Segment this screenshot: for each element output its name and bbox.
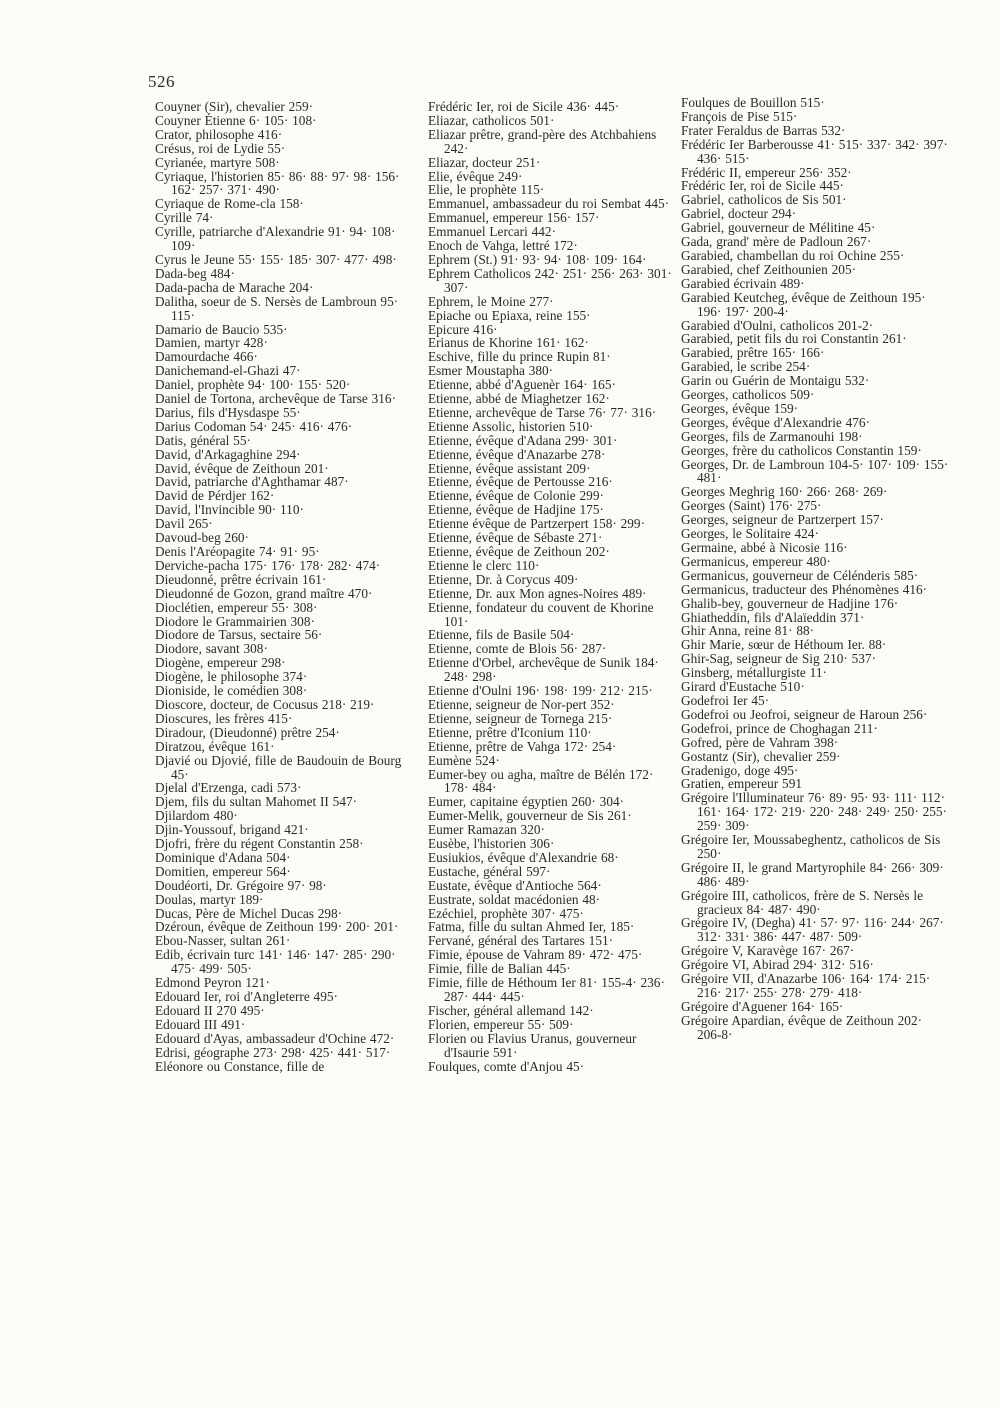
index-entry: Fimie, fille de Balian 445·: [428, 961, 571, 977]
index-entry: Grégoire V, Karavège 167· 267·: [681, 943, 855, 959]
index-entry: Georges, Dr. de Lambroun 104-5· 107· 109· 155· 481·: [681, 456, 949, 486]
index-entry: Djilardom 480·: [155, 808, 238, 824]
index-entry: Gradenigo, doge 495·: [681, 762, 799, 778]
index-entry: Godefroi, prince de Choghagan 211·: [681, 720, 878, 736]
index-entry: Ghiatheddin, fils d'Alaïeddin 371·: [681, 609, 865, 625]
index-entry: Emmanuel Lercari 442·: [428, 224, 557, 240]
index-entry: Djin-Youssouf, brigand 421·: [155, 822, 309, 838]
index-entry: Ghir Anna, reine 81· 88·: [681, 623, 815, 639]
index-entry: Georges, évêque d'Alexandrie 476·: [681, 414, 871, 430]
index-entry: Garin ou Guérin de Montaigu 532·: [681, 373, 870, 389]
index-entry: Garabied, prêtre 165· 166·: [681, 345, 825, 361]
index-entry: Grégoire VI, Abirad 294· 312· 516·: [681, 957, 874, 973]
index-entry: Grégoire d'Aguener 164· 165·: [681, 998, 844, 1014]
index-entry: Doudéorti, Dr. Grégoire 97· 98·: [155, 877, 327, 893]
index-entry: Gada, grand' mère de Padloun 267·: [681, 234, 872, 250]
index-entry: Cyriaque de Rome-cla 158·: [155, 196, 304, 212]
index-entry: Domitien, empereur 564·: [155, 863, 291, 879]
index-entry: Cyriaque, l'historien 85· 86· 88· 97· 98· 156· 162· 257· 371· 490·: [155, 168, 400, 198]
index-entry: Diratzou, évêque 161·: [155, 738, 275, 754]
index-entry: Etienne, prêtre de Vahga 172· 254·: [428, 738, 617, 754]
index-entry: Georges, fils de Zarmanouhi 198·: [681, 428, 863, 444]
index-entry: Girard d'Eustache 510·: [681, 679, 805, 695]
index-entry: Cyrille, patriarche d'Alexandrie 91· 94· 108· 109·: [155, 224, 396, 254]
index-entry: Diodore, savant 308·: [155, 641, 268, 657]
index-entry: Diogène, empereur 298·: [155, 655, 286, 671]
index-entry: Ebou-Nasser, sultan 261·: [155, 933, 291, 949]
index-entry: Eléonore ou Constance, fille de: [155, 1058, 325, 1074]
index-entry: Etienne, évêque de Sébaste 271·: [428, 530, 603, 546]
index-entry: Dalitha, soeur de S. Nersès de Lambroun 95· 115·: [155, 293, 399, 323]
index-entry: Damourdache 466·: [155, 349, 258, 365]
index-entry: Eusèbe, l'historien 306·: [428, 836, 555, 852]
index-entry: Fimie, fille de Héthoum Ier 81· 155-4· 236· 287· 444· 445·: [428, 975, 665, 1004]
index-entry: Edouard Ier, roi d'Angleterre 495·: [155, 989, 338, 1004]
index-entry: Garabied, chambellan du roi Ochine 255·: [681, 247, 905, 263]
index-entry: Etienne, Dr. à Corycus 409·: [428, 571, 579, 587]
index-entry: Crésus, roi de Lydie 55·: [155, 140, 286, 156]
index-entry: Djem, fils du sultan Mahomet II 547·: [155, 794, 358, 810]
index-entry: Grégoire Apardian, évêque de Zeithoun 202· 206-8·: [681, 1012, 923, 1042]
index-entry: Etienne évêque de Partzerpert 158· 299·: [428, 516, 646, 532]
index-entry: Germanicus, gouverneur de Célénderis 585·: [681, 567, 919, 583]
index-entry: Germanicus, empereur 480·: [681, 553, 831, 569]
index-entry: Danichemand-el-Ghazi 47·: [155, 363, 301, 379]
index-entry: Daniel, prophète 94· 100· 155· 520·: [155, 377, 351, 393]
index-entry: Garabied écrivain 489·: [681, 275, 805, 291]
index-entry: Dieudonné, prêtre écrivain 161·: [155, 571, 327, 587]
index-entry: Ginsberg, métallurgiste 11·: [681, 665, 827, 681]
index-entry: Grégoire II, le grand Martyrophile 84· 266· 309· 486· 489·: [681, 859, 944, 889]
index-entry: Diodore de Tarsus, sectaire 56·: [155, 627, 323, 643]
index-entry: Foulques, comte d'Anjou 45·: [428, 1058, 585, 1074]
index-entry: Grégoire IV, (Degha) 41· 57· 97· 116· 244· 267· 312· 331· 386· 447· 487· 509·: [681, 915, 944, 945]
index-entry: Godefroi Ier 45·: [681, 692, 770, 708]
index-entry: David, l'Invincible 90· 110·: [155, 502, 304, 518]
index-entry: Edib, écrivain turc 141· 146· 147· 285· 290· 475· 499· 505·: [155, 947, 396, 977]
index-entry: Eusiukios, évêque d'Alexandrie 68·: [428, 849, 619, 865]
index-entry: Damario de Baucio 535·: [155, 321, 288, 337]
index-entry: Georges, seigneur de Partzerpert 157·: [681, 512, 884, 528]
index-entry: Dioclétien, empereur 55· 308·: [155, 599, 318, 615]
index-entry: Georges, évêque 159·: [681, 400, 799, 416]
index-entry: Etienne, évêque d'Adana 299· 301·: [428, 432, 618, 448]
index-entry: Doulas, martyr 189·: [155, 891, 264, 907]
index-entry: Grégoire l'Illuminateur 76· 89· 95· 93· 111· 112· 161· 164· 172· 219· 220· 248· 249· 250· 255· 259· 309·: [681, 790, 947, 834]
index-entry: Ghalib-bey, gouverneur de Hadjine 176·: [681, 595, 899, 611]
index-entry: Eustache, général 597·: [428, 863, 551, 879]
index-entry: Etienne, abbé de Miaghetzer 162·: [428, 391, 610, 407]
index-entry: Etienne, archevêque de Tarse 76· 77· 316·: [428, 404, 657, 420]
index-column-1: [155, 100, 407, 1073]
index-entry: Georges Meghrig 160· 266· 268· 269·: [681, 484, 888, 500]
index-entry: Georges, frère du catholicos Constantin 159·: [681, 442, 922, 458]
index-entry: Etienne, évêque de Colonie 299·: [428, 488, 604, 504]
index-entry: Eumer-Melik, gouverneur de Sis 261·: [428, 808, 632, 824]
index-entry: Fervané, général des Tartares 151·: [428, 933, 614, 949]
index-entry: Garabied, petit fils du roi Constantin 261·: [681, 331, 907, 347]
index-entry: François de Pise 515·: [681, 108, 798, 124]
index-entry: Ephrem (St.) 91· 93· 94· 108· 109· 164·: [428, 251, 647, 267]
index-entry: Etienne, évêque de Hadjine 175·: [428, 502, 604, 518]
index-entry: Edmond Peyron 121·: [155, 975, 270, 991]
index-entry: Gabriel, gouverneur de Mélitine 45·: [681, 220, 876, 236]
index-entry: Garabied Keutcheg, évêque de Zeithoun 195· 196· 197· 200-4·: [681, 289, 926, 319]
index-entry: Etienne d'Orbel, archevêque de Sunik 184· 248· 298·: [428, 655, 659, 685]
index-entry: Georges, le Solitaire 424·: [681, 526, 819, 542]
index-entry: Couyner Étienne 6· 105· 108·: [155, 112, 317, 128]
index-entry: Davoud-beg 260·: [155, 530, 249, 546]
index-entry: Grégoire Ier, Moussabeghentz, catholicos de Sis 250·: [681, 832, 941, 861]
index-entry: Etienne, fils de Basile 504·: [428, 627, 575, 643]
index-entry: Fatma, fille du sultan Ahmed Ier, 185·: [428, 919, 635, 935]
index-entry: Eustate, évêque d'Antioche 564·: [428, 877, 602, 893]
index-entry: Dioscore, docteur, de Cocusus 218· 219·: [155, 696, 375, 712]
index-entry: Fimie, épouse de Vahram 89· 472· 475·: [428, 947, 643, 963]
index-entry: Garabied, le scribe 254·: [681, 359, 811, 375]
index-entry: Grégoire VII, d'Anazarbe 106· 164· 174· 215· 216· 217· 255· 278· 279· 418·: [681, 971, 931, 1000]
index-entry: Etienne, Dr. aux Mon agnes-Noires 489·: [428, 585, 647, 601]
index-entry: Edouard II 270 495·: [155, 1002, 265, 1018]
index-entry: Elie, le prophète 115·: [428, 182, 545, 198]
index-entry: Epicure 416·: [428, 321, 498, 337]
index-entry: Diogène, le philosophe 374·: [155, 669, 308, 685]
index-entry: Edrisi, géographe 273· 298· 425· 441· 517·: [155, 1044, 391, 1060]
index-entry: Eumer-bey ou agha, maître de Bélén 172· 178· 484·: [428, 766, 654, 796]
index-entry: Etienne Assolic, historien 510·: [428, 418, 594, 434]
index-entry: Djelal d'Erzenga, cadi 573·: [155, 780, 302, 796]
index-entry: Fischer, général allemand 142·: [428, 1002, 594, 1018]
index-entry: Dada-pacha de Marache 204·: [155, 279, 314, 295]
index-entry: Denis l'Aréopagite 74· 91· 95·: [155, 544, 320, 559]
index-entry: Dada-beg 484·: [155, 265, 235, 281]
index-entry: Ducas, Père de Michel Ducas 298·: [155, 905, 343, 921]
index-entry: Florien ou Flavius Uranus, gouverneur d'Isaurie 591·: [428, 1030, 637, 1060]
index-entry: Diodore le Grammairien 308·: [155, 613, 315, 629]
index-entry: Frater Feraldus de Barras 532·: [681, 122, 846, 138]
index-entry: Godefroi ou Jeofroi, seigneur de Haroun 256·: [681, 706, 928, 722]
index-entry: Derviche-pacha 175· 176· 178· 282· 474·: [155, 557, 381, 573]
index-entry: David, évêque de Zeithoun 201·: [155, 460, 329, 476]
index-entry: Etienne, prêtre d'Iconium 110·: [428, 724, 592, 740]
index-entry: Etienne, évêque de Zeithoun 202·: [428, 544, 610, 559]
index-entry: Etienne, fondateur du couvent de Khorine 101·: [428, 599, 654, 629]
index-entry: Couyner (Sir), chevalier 259·: [155, 99, 314, 114]
index-entry: Cyrus le Jeune 55· 155· 185· 307· 477· 498·: [155, 251, 397, 267]
index-entry: Eliazar prêtre, grand-père des Atchbahiens 242·: [428, 126, 657, 156]
index-column-3: [681, 96, 949, 1042]
index-entry: Eumer, capitaine égyptien 260· 304·: [428, 794, 625, 810]
index-entry: Darius, fils d'Hysdaspe 55·: [155, 404, 301, 420]
index-entry: Frédéric Ier, roi de Sicile 436· 445·: [428, 99, 620, 114]
index-entry: Cyrianée, martyre 508·: [155, 154, 280, 170]
index-entry: Florien, empereur 55· 509·: [428, 1016, 574, 1032]
index-entry: Djofri, frère du régent Constantin 258·: [155, 836, 364, 852]
index-entry: David, d'Arkagaghine 294·: [155, 446, 301, 462]
index-entry: Ezéchiel, prophète 307· 475·: [428, 905, 584, 921]
index-entry: Georges (Saint) 176· 275·: [681, 498, 822, 514]
index-entry: Georges, catholicos 509·: [681, 387, 815, 403]
index-entry: Datis, général 55·: [155, 432, 251, 448]
index-entry: Dioniside, le comédien 308·: [155, 683, 308, 699]
index-entry: Darius Codoman 54· 245· 416· 476·: [155, 418, 353, 434]
index-entry: Edouard III 491·: [155, 1016, 246, 1032]
index-entry: Frédéric Ier, roi de Sicile 445·: [681, 178, 844, 194]
index-entry: Diradour, (Dieudonné) prêtre 254·: [155, 724, 340, 740]
index-entry: Emmanuel, ambassadeur du roi Sembat 445·: [428, 196, 670, 212]
index-entry: Dzéroun, évêque de Zeithoun 199· 200· 201·: [155, 919, 399, 935]
index-entry: Esmer Moustapha 380·: [428, 363, 554, 379]
index-entry: Gabriel, catholicos de Sis 501·: [681, 192, 847, 208]
index-entry: Foulques de Bouillon 515·: [681, 95, 825, 110]
page-number: 526: [148, 72, 175, 91]
index-entry: David, patriarche d'Aghthamar 487·: [155, 474, 349, 490]
index-entry: Etienne, abbé d'Aguenèr 164· 165·: [428, 377, 616, 393]
index-entry: Germaine, abbé à Nicosie 116·: [681, 540, 848, 555]
index-entry: Grégoire III, catholicos, frère de S. Nersès le gracieux 84· 487· 490·: [681, 887, 923, 917]
index-entry: Damien, martyr 428·: [155, 335, 268, 351]
index-entry: Eschive, fille du prince Rupin 81·: [428, 349, 611, 365]
index-entry: Ghir Marie, sœur de Héthoum Ier. 88·: [681, 637, 887, 653]
index-entry: Gabriel, docteur 294·: [681, 206, 797, 222]
index-entry: Dominique d'Adana 504·: [155, 849, 291, 865]
index-entry: Cyrille 74·: [155, 210, 214, 226]
index-entry: Eliazar, catholicos 501·: [428, 112, 555, 128]
index-entry: Daniel de Tortona, archevêque de Tarse 316·: [155, 391, 396, 407]
index-entry: Garabied, chef Zeithounien 205·: [681, 261, 857, 277]
index-entry: Etienne, seigneur de Nor-pert 352·: [428, 696, 615, 712]
index-entry: Gratien, empereur 591: [681, 776, 802, 792]
index-entry: Eliazar, docteur 251·: [428, 154, 541, 170]
index-entry: Ghir-Sag, seigneur de Sig 210· 537·: [681, 651, 877, 667]
index-entry: Edouard d'Ayas, ambassadeur d'Ochine 472·: [155, 1030, 395, 1046]
index-entry: Erianus de Khorine 161· 162·: [428, 335, 589, 351]
index-entry: Eumène 524·: [428, 752, 500, 768]
index-entry: Etienne, évêque de Pertousse 216·: [428, 474, 613, 490]
index-entry: Garabied d'Oulni, catholicos 201-2·: [681, 317, 874, 333]
index-entry: Frédéric II, empereur 256· 352·: [681, 164, 852, 180]
index-entry: Etienne le clerc 110·: [428, 557, 540, 573]
index-entry: Eustrate, soldat macédonien 48·: [428, 891, 601, 907]
index-entry: Gofred, père de Vahram 398·: [681, 734, 839, 750]
index-entry: Emmanuel, empereur 156· 157·: [428, 210, 600, 226]
index-entry: Etienne, évêque d'Anazarbe 278·: [428, 446, 606, 462]
index-entry: Frédéric Ier Barberousse 41· 515· 337· 342· 397· 436· 515·: [681, 136, 948, 166]
index-entry: Germanicus, traducteur des Phénomènes 416·: [681, 581, 928, 597]
index-entry: Davil 265·: [155, 516, 213, 532]
index-entry: Dieudonné de Gozon, grand maître 470·: [155, 585, 373, 601]
index-entry: Etienne, seigneur de Tornega 215·: [428, 710, 613, 726]
index-entry: Dioscures, les frères 415·: [155, 710, 293, 726]
index-entry: Elie, évêque 249·: [428, 168, 523, 184]
index-entry: Enoch de Vahga, lettré 172·: [428, 238, 578, 254]
index-entry: Ephrem, le Moine 277·: [428, 293, 554, 309]
index-entry: Gostantz (Sir), chevalier 259·: [681, 748, 841, 764]
index-entry: Etienne, comte de Blois 56· 287·: [428, 641, 607, 657]
index-entry: David de Pérdjer 162·: [155, 488, 275, 504]
index-entry: Eumer Ramazan 320·: [428, 822, 545, 838]
index-entry: Crator, philosophe 416·: [155, 126, 283, 142]
index-entry: Djavié ou Djovié, fille de Baudouin de Bourg 45·: [155, 752, 402, 782]
index-column-2: [428, 100, 680, 1073]
index-entry: Ephrem Catholicos 242· 251· 256· 263· 301· 307·: [428, 265, 672, 295]
index-entry: Etienne, évêque assistant 209·: [428, 460, 591, 476]
index-entry: Epiache ou Epiaxa, reine 155·: [428, 307, 591, 323]
index-entry: Etienne d'Oulni 196· 198· 199· 212· 215·: [428, 683, 653, 699]
